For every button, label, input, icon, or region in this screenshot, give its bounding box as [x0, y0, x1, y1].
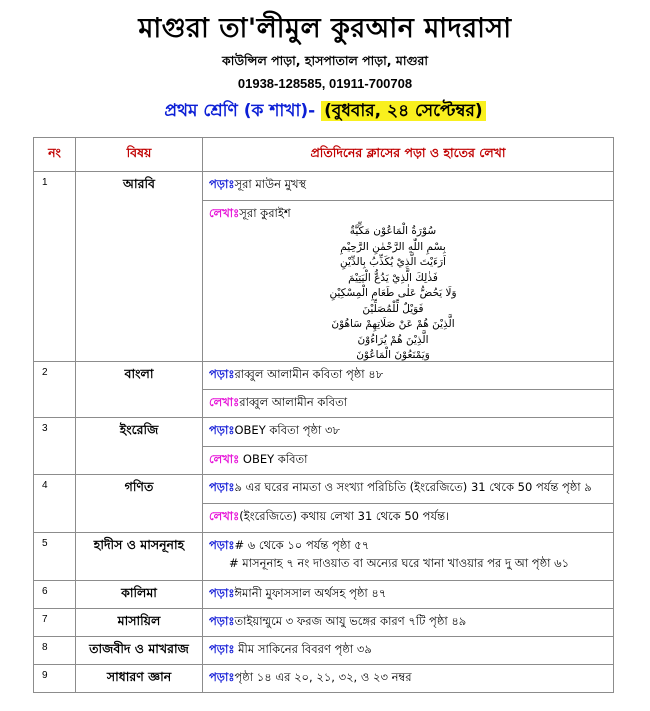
- row-content: [203, 665, 614, 693]
- arabic-handwriting: [209, 224, 607, 364]
- arabic-line: وَيَمْنَعُوْنَ الْمَاعُوْنَ: [356, 349, 430, 361]
- row-subject: তাজবীদ ও মাখরাজ: [76, 637, 203, 665]
- table-row: [34, 475, 614, 533]
- write-label: লেখাঃ: [209, 206, 240, 220]
- row-subject: হাদীস ও মাসনূনাহ: [76, 533, 203, 581]
- table-row: [34, 533, 614, 581]
- read-label: পড়াঃ: [209, 586, 235, 600]
- school-address: কাউন্সিল পাড়া, হাসপাতাল পাড়া, মাগুরা: [221, 53, 429, 68]
- row-number: 7: [34, 609, 76, 637]
- row-content: [203, 533, 614, 581]
- arabic-line: فَذٰلِكَ الَّذِيْ يَدُعُّ الْيَتِيْمَ: [348, 271, 438, 284]
- table-row: [34, 172, 614, 362]
- read-label: পড়াঃ: [209, 367, 235, 381]
- read-text: মীম সাকিনের বিবরণ পৃষ্ঠা ৩৯: [234, 642, 372, 656]
- class-heading: [0, 98, 650, 126]
- row-content: [203, 362, 614, 418]
- write-text: রাব্বুল আলামীন কবিতা: [239, 395, 348, 409]
- row-number: 9: [34, 665, 76, 693]
- arabic-line: الَّذِيْنَ هُمْ يُرَاءُوْنَ: [357, 333, 429, 346]
- read-cell: [203, 665, 613, 692]
- row-number: 5: [34, 533, 76, 581]
- write-text: OBEY কবিতা: [239, 452, 308, 466]
- read-label: পড়াঃ: [209, 642, 235, 656]
- row-subject: কালিমা: [76, 581, 203, 609]
- read-cell: [203, 581, 613, 608]
- read-text: ঈমানী মুফাসসাল অর্থসহ পৃষ্ঠা ৪৭: [234, 586, 387, 600]
- read-cell: [203, 362, 613, 390]
- row-content: [203, 581, 614, 609]
- table-row: [34, 637, 614, 665]
- read-cell: [203, 475, 613, 504]
- header-subject: বিষয়: [76, 138, 203, 172]
- arabic-line: فَوَيْلٌ لِّلْمُصَلِّيْنَ: [362, 302, 424, 315]
- row-content: [203, 609, 614, 637]
- table-row: [34, 581, 614, 609]
- homework-table: [33, 137, 614, 693]
- read-label: পড়াঃ: [209, 177, 235, 191]
- row-number: 3: [34, 418, 76, 475]
- table-row: [34, 665, 614, 693]
- write-text: সূরা কুরাইশ: [239, 206, 291, 220]
- row-subject: মাসায়িল: [76, 609, 203, 637]
- table-row: [34, 362, 614, 418]
- row-subject: বাংলা: [76, 362, 203, 418]
- write-label: লেখাঃ: [209, 452, 240, 466]
- row-number: 2: [34, 362, 76, 418]
- write-cell: [203, 504, 613, 532]
- arabic-line: بِسْمِ اللّٰهِ الرَّحْمٰنِ الرَّحِيْمِ: [340, 240, 446, 253]
- row-subject: আরবি: [76, 172, 203, 362]
- read-text-second-line: # মাসনূনাহ ৭ নং দাওয়াত বা অন্যের ঘরে খানা খাওয়ার পর দু আ পৃষ্ঠা ৬১: [229, 556, 570, 570]
- write-label: লেখাঃ: [209, 395, 240, 409]
- read-cell: [203, 533, 613, 580]
- row-number: 4: [34, 475, 76, 533]
- table-row: [34, 609, 614, 637]
- class-name: প্রথম শ্রেণি (ক শাখা): [164, 101, 309, 121]
- read-cell: [203, 609, 613, 636]
- arabic-line: الَّذِيْنَ هُمْ عَنْ صَلَاتِهِمْ سَاهُوْنَ: [331, 318, 455, 330]
- write-text: (ইংরেজিতে) কথায় লেখা 31 থেকে 50 পর্যন্ত।: [239, 509, 450, 523]
- row-number: 6: [34, 581, 76, 609]
- arabic-line: وَلَا يَحُضُّ عَلٰى طَعَامِ الْمِسْكِيْنِ: [329, 287, 457, 299]
- arabic-line: اَرَءَيْتَ الَّذِيْ يُكَذِّبُ بِالدِّيْنِ: [340, 256, 446, 268]
- read-label: পড়াঃ: [209, 670, 235, 684]
- read-cell: [203, 637, 613, 664]
- read-label: পড়াঃ: [209, 538, 235, 552]
- row-subject: সাধারণ জ্ঞান: [76, 665, 203, 693]
- read-text: রাব্বুল আলামীন কবিতা পৃষ্ঠা ৪৮: [234, 367, 384, 381]
- row-content: [203, 172, 614, 362]
- row-number: 8: [34, 637, 76, 665]
- header-num: নং: [34, 138, 76, 172]
- row-content: [203, 418, 614, 475]
- read-text: সূরা মাউন মুখস্থ: [234, 177, 307, 191]
- read-text: ৯ এর ঘরের নামতা ও সংখ্যা পরিচিতি (ইংরেজিতে) 31 থেকে 50 পর্যন্ত পৃষ্ঠা ৯: [234, 480, 592, 494]
- read-text: OBEY কবিতা পৃষ্ঠা ৩৮: [234, 423, 340, 437]
- write-cell: [203, 447, 613, 474]
- read-cell: [203, 418, 613, 447]
- read-text: পৃষ্ঠা ১৪ এর ২০, ২১, ৩২, ও ২৩ নম্বর: [234, 670, 412, 684]
- row-number: 1: [34, 172, 76, 362]
- write-cell: [203, 201, 613, 361]
- read-text: # ৬ থেকে ১০ পর্যন্ত পৃষ্ঠা ৫৭: [234, 538, 370, 552]
- table-header-row: [34, 138, 614, 172]
- read-label: পড়াঃ: [209, 614, 235, 628]
- read-label: পড়াঃ: [209, 423, 235, 437]
- school-name: মাগুরা তা'লীমুল কুরআন মাদরাসা: [138, 13, 512, 44]
- row-subject: ইংরেজি: [76, 418, 203, 475]
- read-text: তাইয়াম্মুমে ৩ ফরজ আযু ভঙ্গের কারণ ৭টি পৃষ্ঠা ৪৯: [234, 614, 467, 628]
- table-row: [34, 418, 614, 475]
- read-cell: [203, 172, 613, 201]
- arabic-line: سُوْرَةُ الْمَاعُوْن مَكِّيَّةٌ: [349, 225, 437, 237]
- write-label: লেখাঃ: [209, 509, 240, 523]
- heading-dash: -: [308, 101, 316, 121]
- school-phone: 01938-128585, 01911-700708: [237, 76, 413, 91]
- write-cell: [203, 390, 613, 417]
- header-content: প্রতিদিনের ক্লাসের পড়া ও হাতের লেখা: [203, 138, 614, 172]
- class-date: (বুধবার, ২৪ সেপ্টেম্বর): [321, 101, 485, 121]
- row-content: [203, 637, 614, 665]
- read-label: পড়াঃ: [209, 480, 235, 494]
- row-content: [203, 475, 614, 533]
- row-subject: গণিত: [76, 475, 203, 533]
